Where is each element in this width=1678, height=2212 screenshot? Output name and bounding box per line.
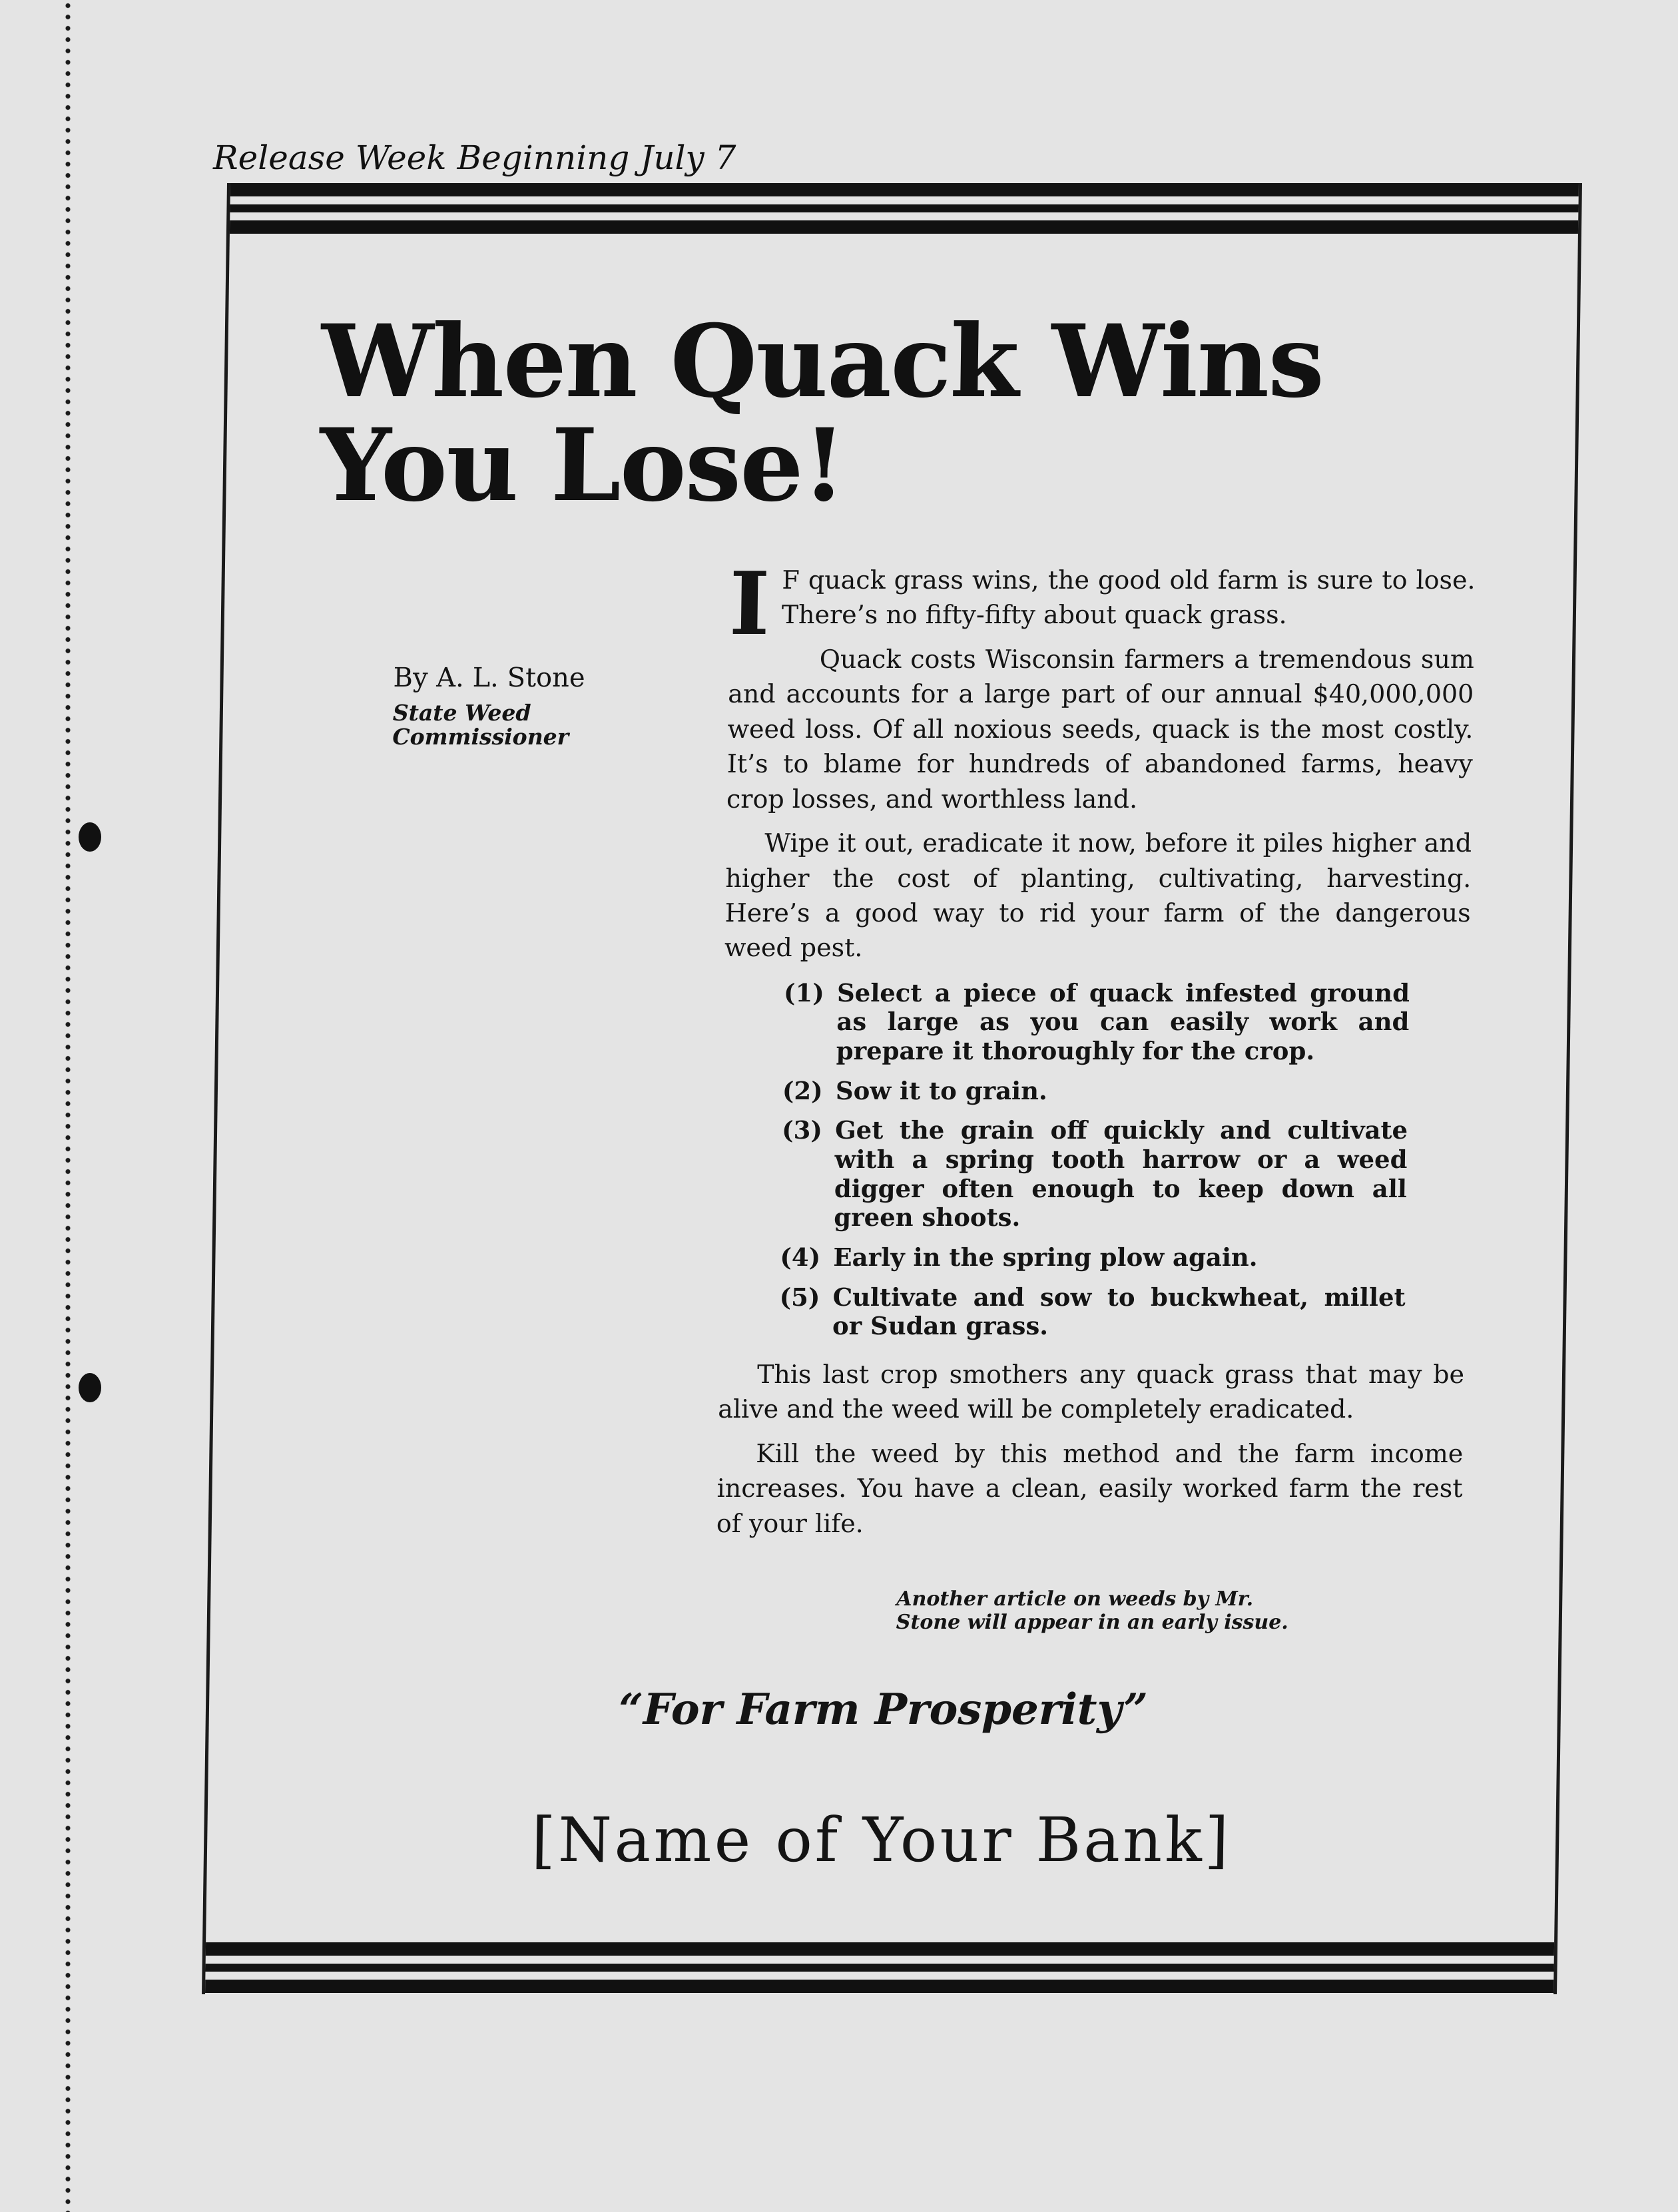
drop-cap: I (728, 553, 771, 655)
list-item: (4) Early in the spring plow again. (780, 1243, 1258, 1272)
list-item: (1) Select a piece of quack infested ground as large as you can easily work and prepare it thoroughly for the crop. (783, 977, 1410, 1066)
follow-up-note: Another article on weeds by Mr. Stone will appear in an early issue. (896, 1587, 1289, 1634)
release-header: Release Week Beginning July 7 (213, 138, 736, 177)
punch-hole (79, 1373, 101, 1402)
paragraph-3: Wipe it out, eradicate it now, before it piles higher and higher the cost of planting, cultivating, harvesting. Here’s a good way to rid your farm of the dangerous weed pest. (724, 828, 1472, 963)
steps-list (779, 979, 1410, 1341)
list-item: (5) Cultivate and sow to buckwheat, millet or Sudan grass. (779, 1282, 1406, 1341)
byline (392, 663, 593, 750)
author: By A. L. Stone (393, 663, 585, 693)
headline-line-1: When Quack Wins (320, 303, 1324, 420)
paragraph-1: I F quack grass wins, the good old farm is sure to lose. There’s no fifty-fifty about quack grass. (728, 553, 1476, 655)
top-rule (230, 183, 1579, 235)
paragraph-5: Kill the weed by this method and the farm income increases. You have a clean, easily worked farm the rest of your life. (716, 1438, 1464, 1538)
punch-hole (79, 822, 101, 852)
slogan: “For Farm Prosperity” (618, 1685, 1149, 1735)
bottom-rule (205, 1942, 1554, 1994)
ad-frame (202, 183, 1582, 1994)
paragraph-2: Quack costs Wisconsin farmers a tremendous sum and accounts for a large part of our annual $40,000,000 weed loss. Of all noxious seeds, quack is the most costly. It’s to blame for hundreds of abandoned farms, heavy crop losses, and worthless land. (726, 644, 1475, 814)
paragraph-4: This last crop smothers any quack grass that may be alive and the weed will be completely eradicated. (717, 1360, 1465, 1424)
author-role: State Weed Commissioner (392, 700, 569, 750)
headline (318, 303, 1324, 524)
article-body (716, 553, 1476, 1550)
list-item: (2) Sow it to grain. (782, 1075, 1048, 1105)
bank-name: [Name of Your Bank] (531, 1804, 1232, 1876)
headline-line-2: You Lose! (318, 407, 846, 524)
binding-holes (65, 0, 71, 2212)
list-item: (3) Get the grain off quickly and cultivate with a spring tooth harrow or a weed digger often enough to keep down all green shoots. (781, 1115, 1408, 1233)
